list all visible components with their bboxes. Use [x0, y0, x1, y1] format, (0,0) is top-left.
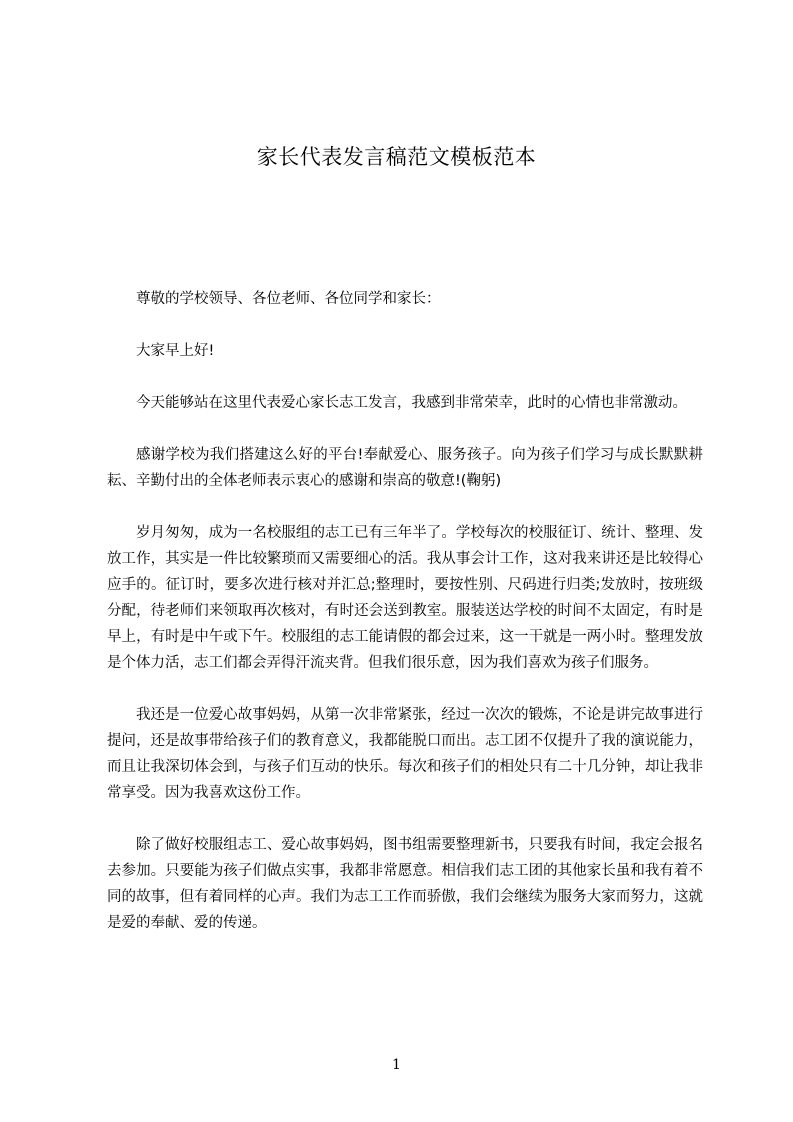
body-paragraph: 今天能够站在这里代表爱心家长志工发言，我感到非常荣幸，此时的心情也非常激动。	[136, 395, 687, 411]
body-paragraph: 岁月匆匆，成为一名校服组的志工已有三年半了。学校每次的校服征订、统计、整理、发放工作，其实是一件比较繁琐而又需要细心的活。我从事会计工作，这对我来讲还是比较得心应手的。征订时，要多次进行核对并汇总;整理时，要按性别、尺码进行归类;发放时，按班级分配，待老师们来领取再次核对，有时还会送到教室。服装送达学校的时间不太固定，有时是早上，有时是中午或下午。校服组的志工能请假的都会过来，这一干就是一两小时。整理发放是个体力活，志工们都会弄得汗流夹背。但我们很乐意，因为我们喜欢为孩子们服务。	[107, 525, 703, 671]
body-paragraph: 我还是一位爱心故事妈妈，从第一次非常紧张，经过一次次的锻炼，不论是讲完故事进行提问，还是故事带给孩子们的教育意义，我都能脱口而出。志工团不仅提升了我的演说能力，而且让我深切体会到，与孩子们互动的快乐。每次和孩子们的相处只有二十几分钟，却让我非常享受。因为我喜欢这份工作。	[107, 707, 703, 801]
document-body	[107, 286, 703, 962]
salutation-paragraph: 尊敬的学校领导、各位老师、各位同学和家长：	[136, 291, 441, 307]
page-number: 1	[392, 1057, 401, 1073]
greeting-paragraph: 大家早上好!	[136, 343, 215, 359]
body-paragraph: 感谢学校为我们搭建这么好的平台!奉献爱心、服务孩子。向为孩子们学习与成长默默耕耘、辛勤付出的全体老师表示衷心的感谢和崇高的敬意!(鞠躬)	[107, 447, 703, 489]
body-paragraph: 除了做好校服组志工、爱心故事妈妈，图书组需要整理新书，只要我有时间，我定会报名去参加。只要能为孩子们做点实事，我都非常愿意。相信我们志工团的其他家长虽和我有着不同的故事，但有着同样的心声。我们为志工工作而骄傲，我们会继续为服务大家而努力，这就是爱的奉献、爱的传递。	[107, 837, 703, 931]
document-title: 家长代表发言稿范文模板范本	[256, 145, 537, 169]
